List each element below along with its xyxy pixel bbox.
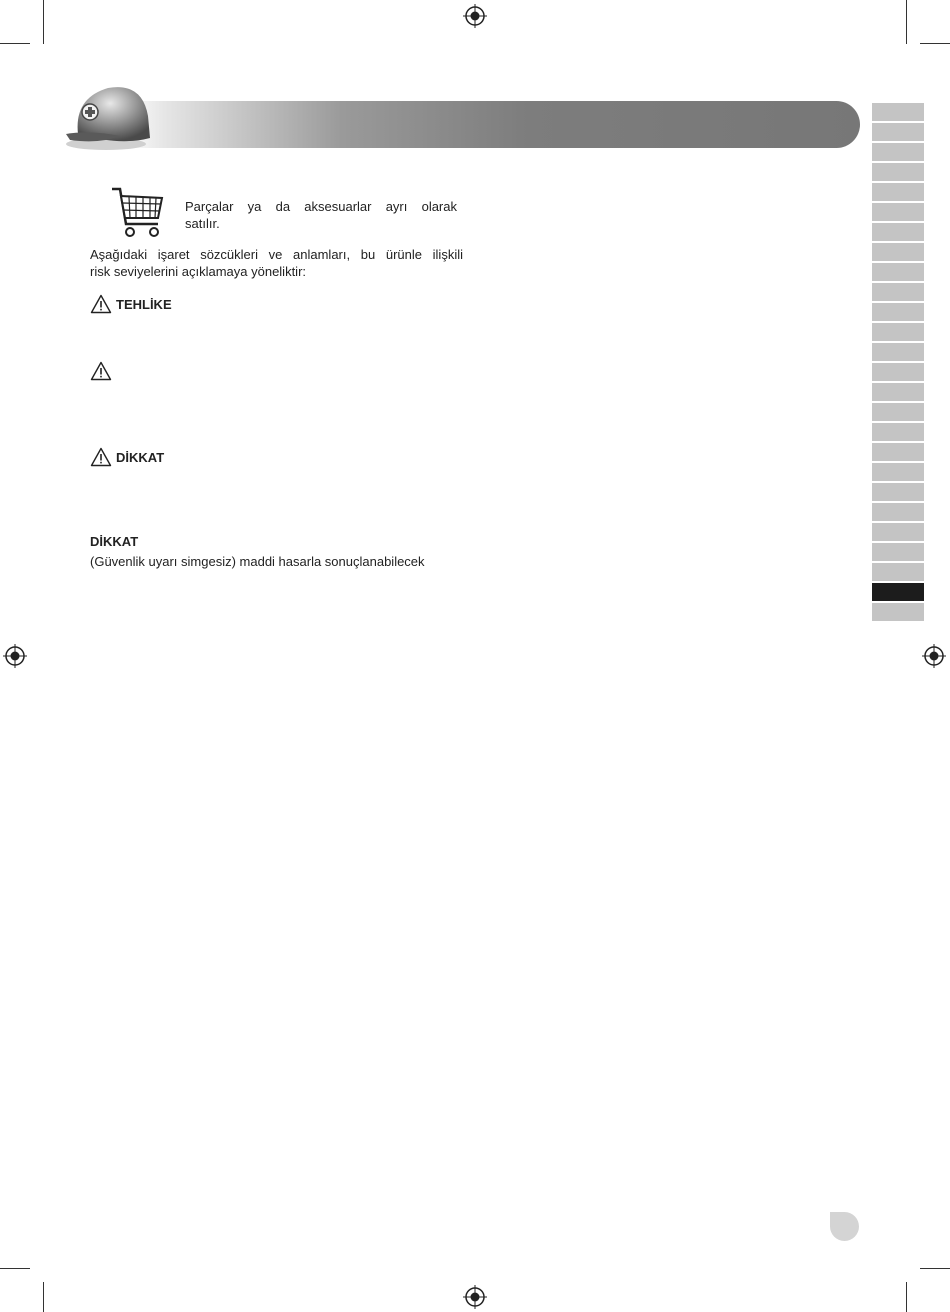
crop-mark <box>0 43 30 44</box>
warning-signal <box>90 361 116 381</box>
crop-mark <box>43 1282 44 1312</box>
side-tab <box>872 463 924 481</box>
cart-note-line-2: satılır. <box>185 216 220 231</box>
side-tab <box>872 323 924 341</box>
page-number-marker <box>830 1212 859 1241</box>
danger-label: TEHLİKE <box>116 296 172 312</box>
side-tab <box>872 583 924 601</box>
side-tab <box>872 283 924 301</box>
crop-mark <box>906 1282 907 1312</box>
crop-mark <box>920 1268 950 1269</box>
side-tab <box>872 223 924 241</box>
side-tab <box>872 163 924 181</box>
side-tab <box>872 263 924 281</box>
shopping-cart-icon <box>110 186 166 240</box>
side-tab <box>872 523 924 541</box>
intro-line-2: risk seviyelerini açıklamaya yöneliktir: <box>90 264 307 279</box>
registration-mark-icon <box>922 644 946 668</box>
side-tab <box>872 443 924 461</box>
section-header-bar <box>120 101 860 148</box>
side-tab <box>872 503 924 521</box>
side-tab <box>872 203 924 221</box>
danger-signal <box>90 294 172 314</box>
side-tab <box>872 603 924 621</box>
side-tab <box>872 363 924 381</box>
warning-triangle-icon <box>90 447 112 467</box>
side-tab <box>872 303 924 321</box>
warning-triangle-icon <box>90 361 112 381</box>
notice-text: (Güvenlik uyarı simgesiz) maddi hasarla sonuçlanabilecek <box>90 554 425 569</box>
side-tab <box>872 183 924 201</box>
side-tab <box>872 483 924 501</box>
side-tab <box>872 563 924 581</box>
side-tab <box>872 423 924 441</box>
cart-note-line-1: Parçalar ya da aksesuarlar ayrı olarak <box>185 199 457 214</box>
side-tab <box>872 543 924 561</box>
warning-triangle-icon <box>90 294 112 314</box>
side-tab-index <box>872 103 924 623</box>
safety-helmet-icon <box>60 72 160 156</box>
side-tab <box>872 143 924 161</box>
side-tab <box>872 383 924 401</box>
caution-label: DİKKAT <box>116 449 165 465</box>
caution-signal <box>90 447 164 467</box>
side-tab <box>872 343 924 361</box>
crop-mark <box>920 43 950 44</box>
notice-title: DİKKAT <box>90 534 139 549</box>
side-tab <box>872 103 924 121</box>
crop-mark <box>0 1268 30 1269</box>
crop-mark <box>43 0 44 44</box>
registration-mark-icon <box>463 1285 487 1309</box>
side-tab <box>872 403 924 421</box>
crop-mark <box>906 0 907 44</box>
registration-mark-icon <box>463 4 487 28</box>
intro-line-1: Aşağıdaki işaret sözcükleri ve anlamları, bu ürünle ilişkili <box>90 247 463 262</box>
side-tab <box>872 243 924 261</box>
side-tab <box>872 123 924 141</box>
registration-mark-icon <box>3 644 27 668</box>
